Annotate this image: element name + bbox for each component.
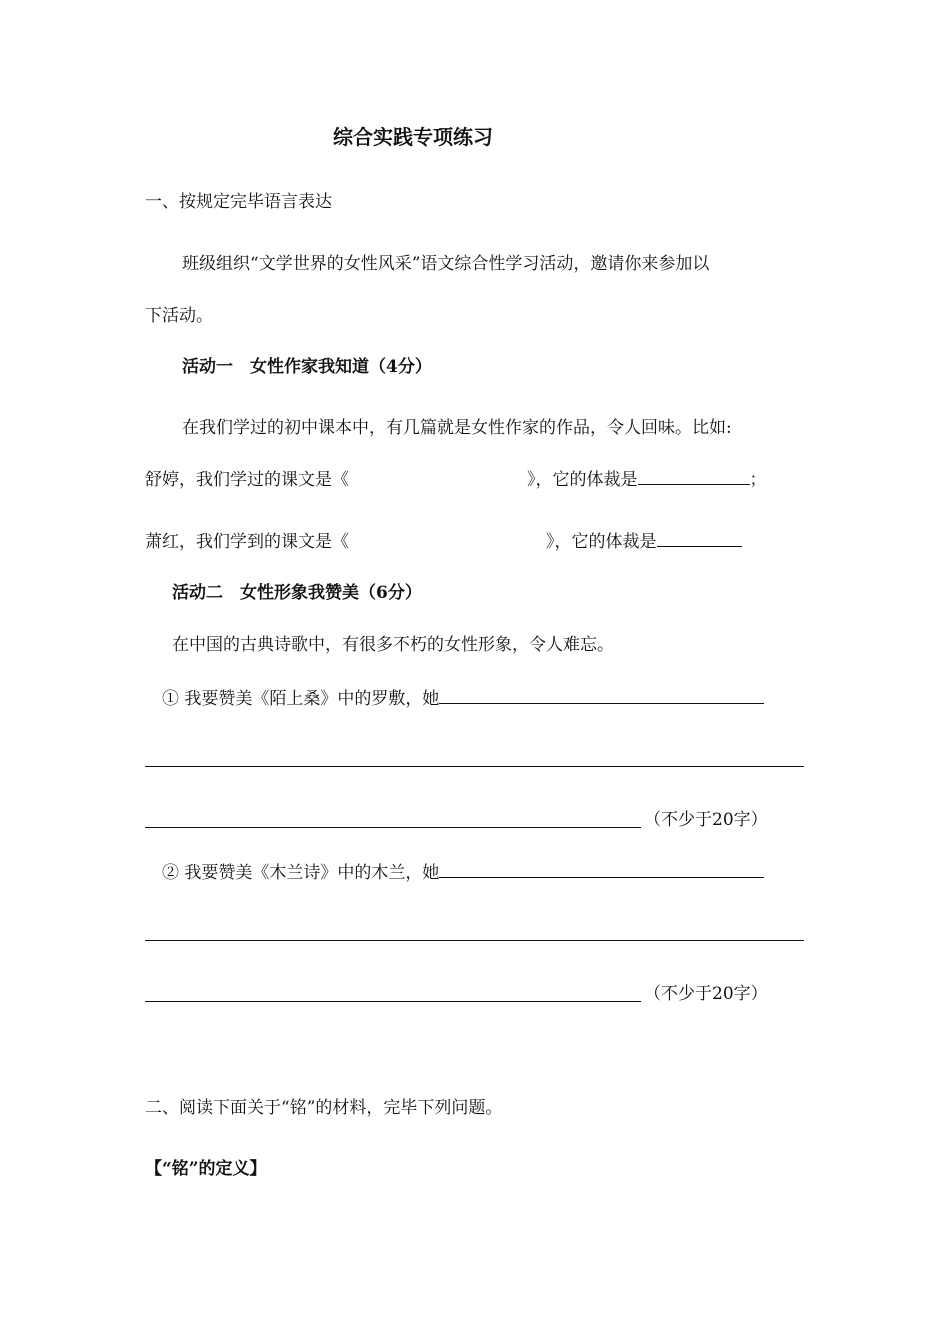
item1-line: [162, 687, 764, 711]
activity2-intro: 在中国的古典诗歌中，有很多不朽的女性形象，令人难忘。: [172, 635, 614, 655]
shuting-line: [145, 468, 767, 492]
section1-heading: 一、按规定完毕语言表达: [145, 192, 332, 212]
xiaohong-genre-label: 》，它的体裁是: [546, 532, 657, 552]
item1-answer-line-3[interactable]: [145, 827, 641, 828]
section1-intro-line2: 下活动。: [145, 306, 213, 326]
xiaohong-genre-blank[interactable]: [657, 530, 742, 547]
item2-note: （不少于20字）: [644, 984, 768, 1004]
item1-note: （不少于20字）: [644, 810, 768, 830]
section2-heading: 二、阅读下面关于“铭”的材料，完毕下列问题。: [145, 1098, 503, 1118]
item2-answer-line-3[interactable]: [145, 1001, 641, 1002]
section2-subheading: 【“铭”的定义】: [145, 1159, 267, 1179]
shuting-genre-label: 》，它的体裁是: [527, 470, 638, 490]
page-title: 综合实践专项练习: [333, 125, 493, 149]
shuting-genre-blank[interactable]: [638, 468, 750, 485]
xiaohong-line: [145, 530, 742, 554]
item1-answer-blank-1[interactable]: [439, 687, 764, 704]
activity1-heading: 活动一 女性作家我知道（4分）: [182, 357, 432, 377]
shuting-end: ；: [749, 470, 767, 490]
activity1-intro: 在我们学过的初中课本中，有几篇就是女性作家的作品，令人回味。比如:: [182, 418, 732, 438]
item2-prompt: ② 我要赞美《木兰诗》中的木兰，她: [162, 863, 440, 883]
item2-answer-line-2[interactable]: [145, 940, 804, 941]
item2-line: [162, 861, 764, 885]
xiaohong-prefix: 萧红，我们学到的课文是《: [145, 532, 349, 552]
item1-answer-line-2[interactable]: [145, 766, 804, 767]
section1-intro-line1: 班级组织“文学世界的女性风采”语文综合性学习活动，邀请你来参加以: [182, 254, 710, 274]
shuting-prefix: 舒婷，我们学过的课文是《: [145, 470, 349, 490]
item2-answer-blank-1[interactable]: [439, 861, 764, 878]
item1-prompt: ① 我要赞美《陌上桑》中的罗敷，她: [162, 689, 440, 709]
activity2-heading: 活动二 女性形象我赞美（6分）: [172, 583, 422, 603]
